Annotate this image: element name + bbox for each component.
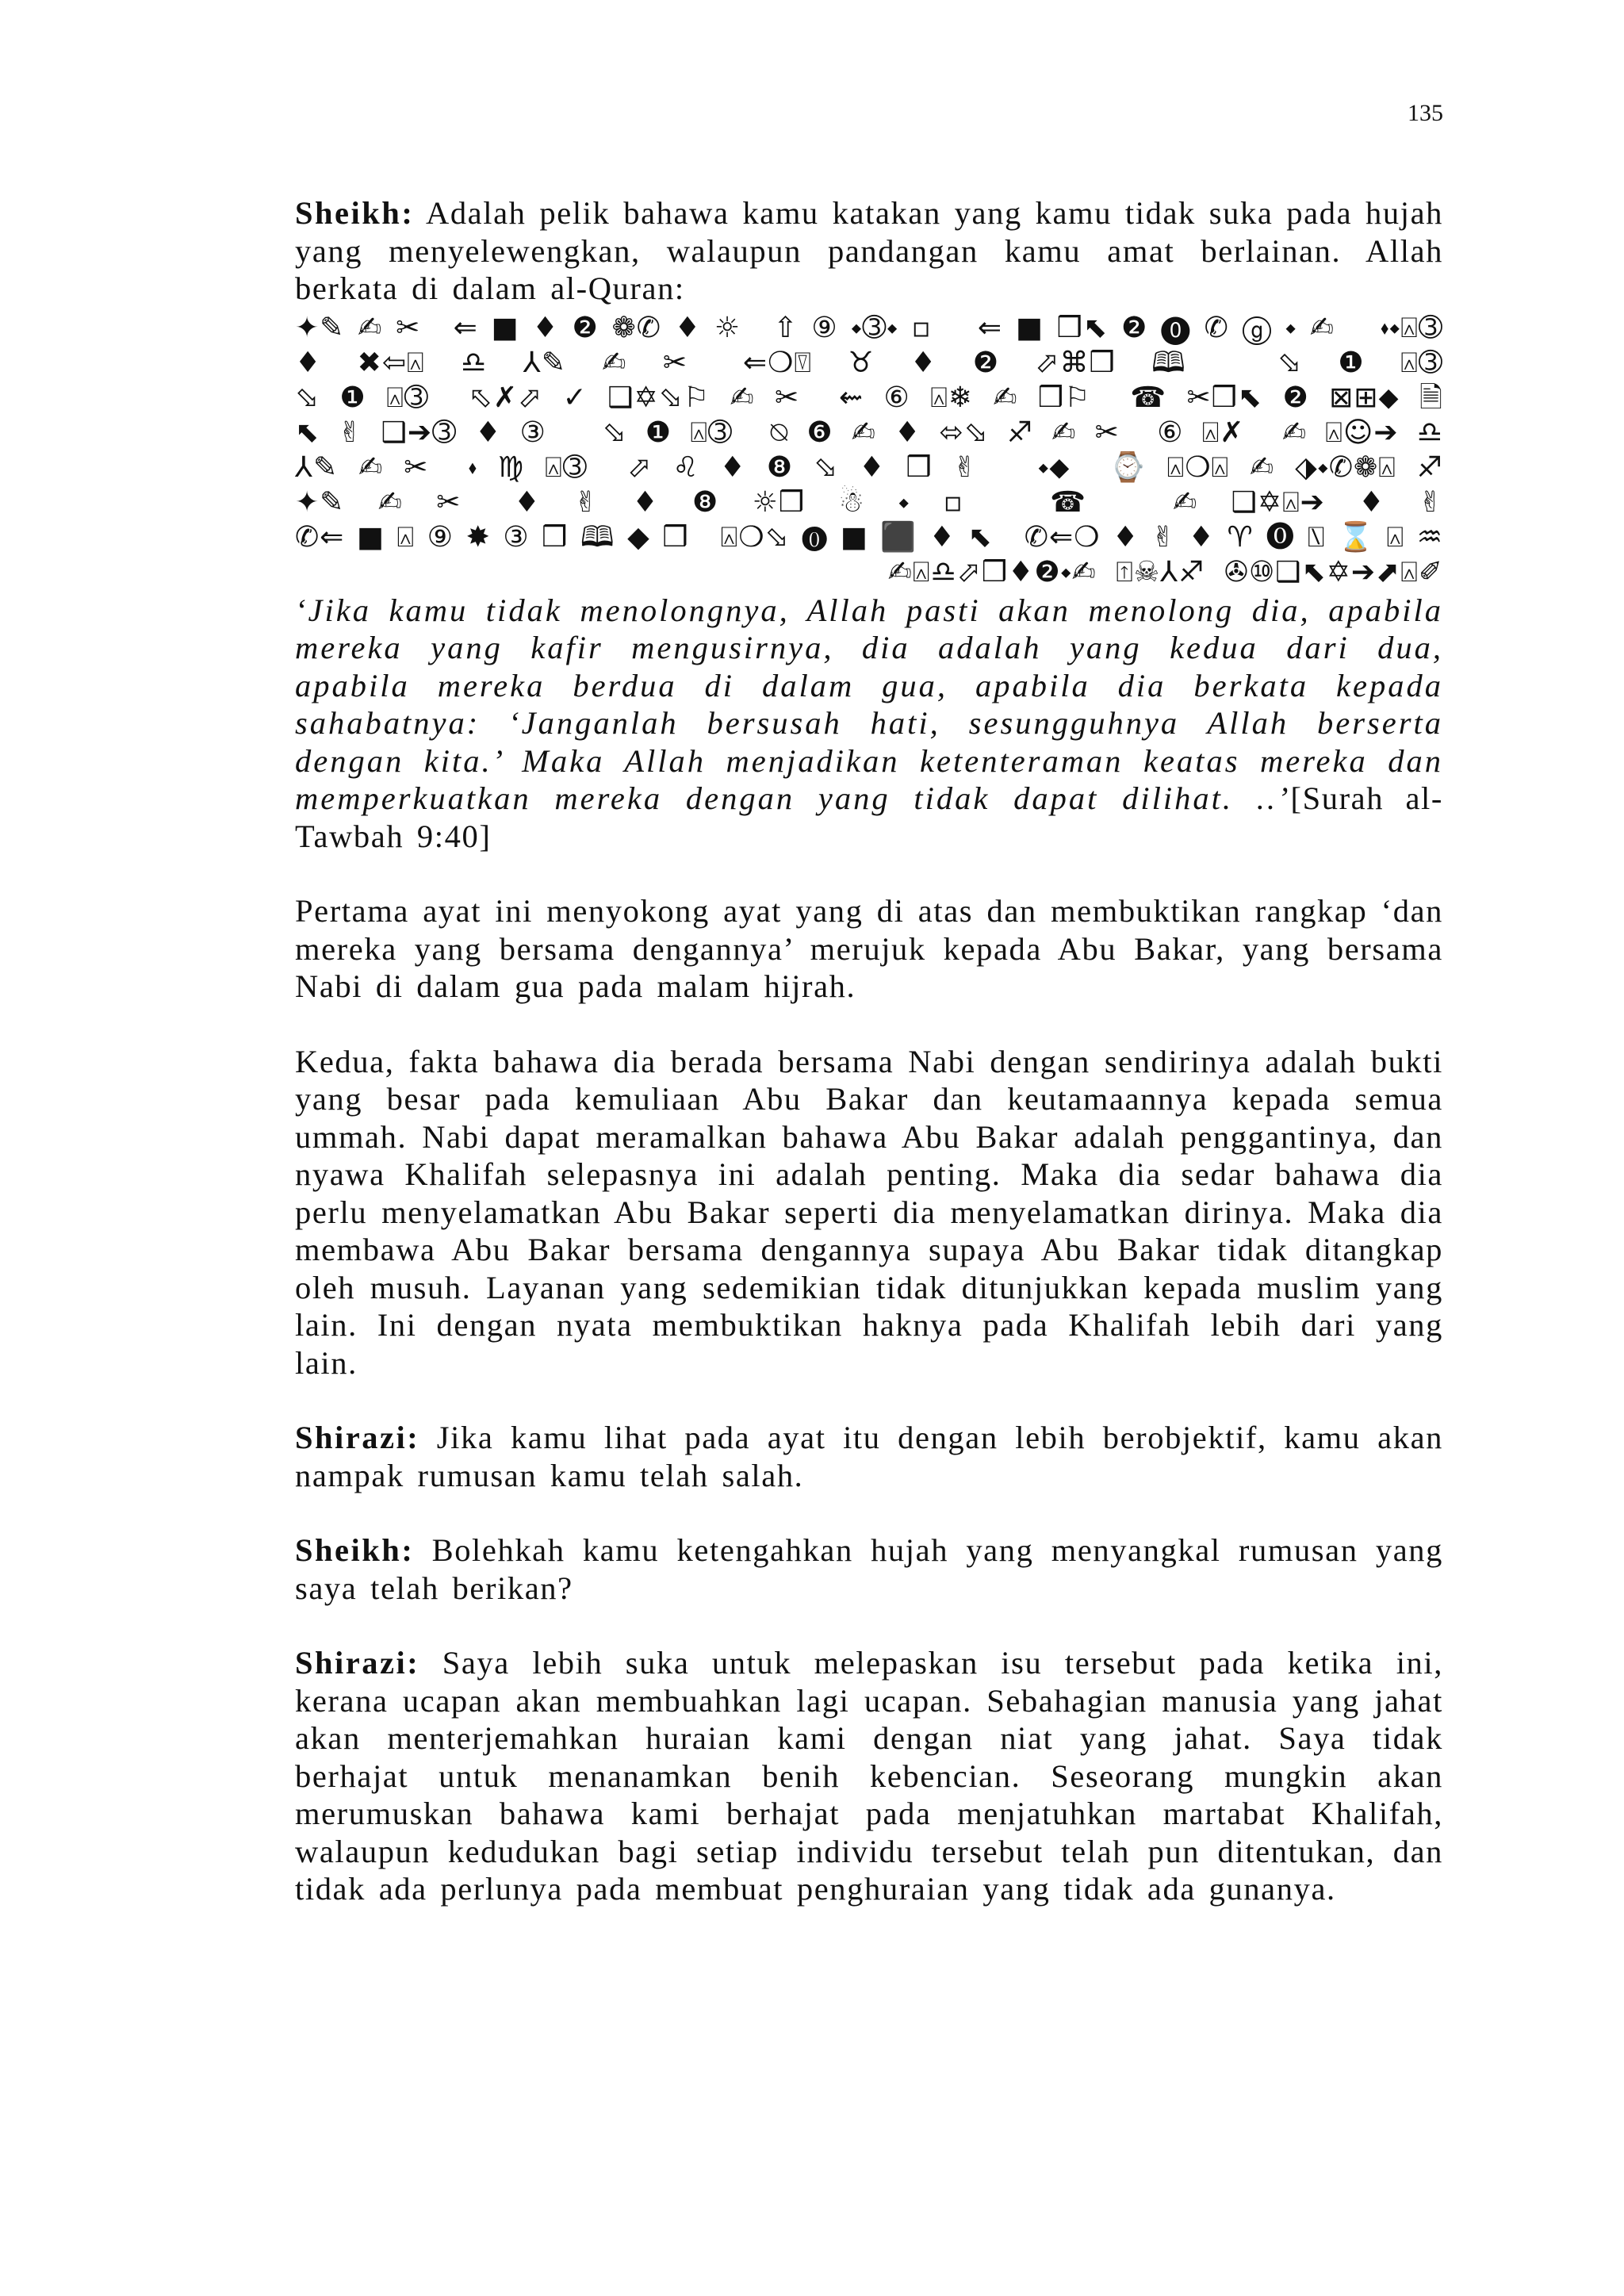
paragraph-text: Jika kamu lihat pada ayat itu dengan lebih berobjektif, kamu akan nampak rumusan kamu telah salah. (295, 1420, 1443, 1493)
glyph-line: ✦✎✍✂ ⇐■♦❷❁✆♦☼ ⇧⑨⬩➂⬩▫ ⇐■❒⬉❷⓿✆ⓖ⬩✍ ⬪⬩⍓➂ (295, 311, 1443, 344)
glyph-line: ♦✖⇦⍓♎⅄✎✍✂ ⇐❍⍔♉♦❷⬀⌘❒🕮 ⬂❶⍓➂ (295, 346, 1443, 379)
translation-text: ‘Jika kamu tidak menolongnya, Allah pasti akan menolong dia, apabila mereka yang kafir mengusirnya, dia adalah yang kedua dari dua, apabila mereka berdua di dalam gua, apabila dia berkata kepada sahabatnya: ‘Janganlah bersusah hati, sesungguhnya Allah berserta dengan kita.’ Maka Allah menjadikan ketenteraman keatas mereka dan memperkuatkan mereka dengan yang tidak dapat dilihat. ..’ (295, 592, 1443, 816)
glyph-line: ✆⇐■⍓⑨✸③❒🕮◆❒ ⍓❍⬂⓿■⬛♦⬉ ✆⇐❍♦✌♦♈⓿⍂⌛⍓♒ (295, 520, 1443, 554)
page-number: 135 (1408, 100, 1443, 126)
paragraph-text: Bolehkah kamu ketengahkan hujah yang menyangkal rumusan yang saya telah berikan? (295, 1532, 1443, 1606)
quran-verse-glyphs (295, 311, 1443, 590)
glyph-line: ✍⍓♎⬀❒♦❷⬩✍ ⍐☠⅄♐ ✇⑩❑⬉✡➔⬈⍓✐ (887, 555, 1443, 588)
paragraph-text: Adalah pelik bahawa kamu katakan yang kamu tidak suka pada hujah yang menyelewengkan, walaupun pandangan kamu amat berlainan. Allah berkata di dalam al-Quran: (295, 195, 1444, 306)
paragraph-first-point: Pertama ayat ini menyokong ayat yang di atas dan membuktikan rangkap ‘dan mereka yang bersama dengannya’ merujuk kepada Abu Bakar, yang bersama Nabi di dalam gua pada malam hijrah. (295, 893, 1443, 1004)
paragraph-shirazi-2 (295, 1644, 1443, 1908)
paragraph-text: Saya lebih suka untuk melepaskan isu tersebut pada ketika ini, kerana ucapan akan membuahkan lagi ucapan. Sebahagian manusia yang jahat akan menterjemahkan huraian kami dengan niat yang jahat. Saya tidak berhajat untuk menanamkan benih kebencian. Seseorang mungkin akan merumuskan bahawa kami berhajat pada menjatuhkan martabat Khalifah, walaupun kedudukan bagi setiap individu tersebut telah pun ditentukan, dan tidak ada perlunya pada membuat penghuraian yang tidak ada gunanya. (295, 1645, 1443, 1907)
glyph-line: ⬉✌❑➔➂♦③ ⬂❶⍓➂ ⍉❻✍♦⬄⬂♐✍✂ ⑥⍓✗ ✍⍓☺➔♎ (295, 416, 1443, 449)
verse-reference: [Surah al-Tawbah 9:40] (295, 780, 1443, 854)
speaker-label: Shirazi: (295, 1645, 420, 1681)
document-body (295, 194, 1443, 1908)
paragraph-second-point: Kedua, fakta bahawa dia berada bersama Nabi dengan sendirinya adalah bukti yang besar pada kemuliaan Abu Bakar dan keutamaannya kepada semua ummah. Nabi dapat meramalkan bahawa Abu Bakar adalah penggantinya, dan nyawa Khalifah selepasnya ini adalah penting. Maka dia sedar bahawa dia perlu menyelamatkan Abu Bakar seperti dia menyelamatkan dirinya. Maka dia membawa Abu Bakar bersama dengannya supaya Abu Bakar tidak ditangkap oleh musuh. Layanan yang sedemikian tidak ditunjukkan kepada muslim yang lain. Ini dengan nyata membuktikan haknya pada Khalifah lebih dari yang lain. (295, 1043, 1443, 1381)
glyph-line: ⬂❶⍓➂ ⬁✗⬀✓❑✡⬂⚐✍✂ ⇜⑥⍓❄✍❒⚐ ☎✂❒⬉❷⊠⊞⬥🗎 (295, 381, 1443, 414)
glyph-line: ✦✎✍✂ ♦✌♦❽☼❒☃⬩▫ ☎ ✍❑✡⍓➔♦✌ (295, 485, 1443, 519)
paragraph-sheikh-1 (295, 194, 1443, 308)
speaker-label: Sheikh: (295, 195, 415, 231)
verse-translation (295, 592, 1443, 856)
speaker-label: Sheikh: (295, 1532, 415, 1568)
glyph-line: ⅄✎✍✂ ⬪♍⍓➂ ⬀♌♦❽⬂♦❒✌ ⬩⬥ ⌚⍓❍⍓✍⬗⬩✆❁⍓♐ (295, 450, 1443, 484)
speaker-label: Shirazi: (295, 1420, 420, 1455)
paragraph-shirazi-1 (295, 1419, 1443, 1494)
paragraph-sheikh-2 (295, 1531, 1443, 1607)
